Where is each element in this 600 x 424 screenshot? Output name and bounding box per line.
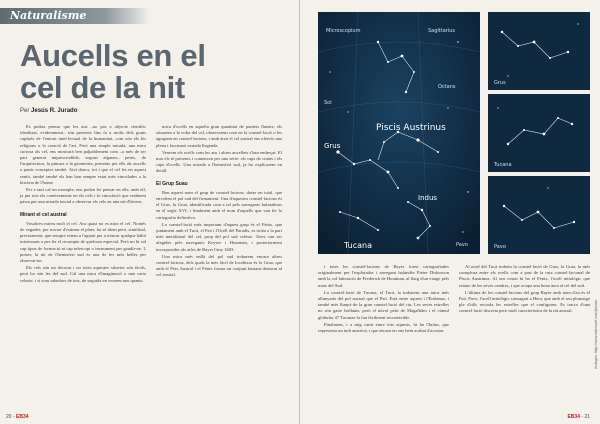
paragraph: Per a tant cal un exemple, ens poden fer pensar en ells, amb ell, ja per tots els coneixements en els cels i la vinculació que realment passa per una mirada inicial a observar els cels en una nit d'hivern.: [20, 187, 146, 205]
issue-code: EB34: [567, 414, 580, 420]
side-label-top: Grus: [494, 80, 506, 86]
right-column-2: [459, 264, 590, 410]
right-column-1: [318, 264, 449, 410]
page-number: 20: [6, 414, 12, 420]
paragraph: La constel·lació de Tucana, el Tucà, la trobarem una mica més allunyada del pol austral que el Paó. Està entre aquest i l'Eridanus, i també més llunyà de la gran constel·lació del riu. Les seves estrelles no són gaire brillants, però el núvol petit de Magalhães i el cúmul globular 47 Tucanae la fan fàcilment reconeixible.: [318, 289, 449, 320]
paragraph: Vosaltres mireu molt el cel. Ara quasi no es mira el cel. Només de vegades, per tractar d'estimar el plaer, ho sé diem però, similitud, precisament, que sempre estem a l'aguait per a trencar qualque hàbit interessant o per fer el recompte de quelcom especial. Però no hi cal cap tipus de formació ni cap telescopi o instrument per gaudir-ne. I, potser, la nit de l'hemisferi sud és una de les més belles per observar-ne.: [20, 220, 146, 264]
paragraph: Es podria pensar que les aus –no pas a objecte científic idealitzat, evidentment– són presents fins fa a molts dels grans capítols de l'entorn intel·lectual de la humanitat, com són els les religions o la creació de l'art. Però una simple mirada, una mica curiosa als cel, ens mostrarà ben palpablement com –a més de ser part generat imprescindible, segons algunes– petits, de l'arquitectura, la pintura o la geometria, presents per ells als aucells a partir conceptes també. Així doncs, tot i que el cel les en aquest sentit, també també els han han sempre estat més vinculades a la història de l'home.: [20, 124, 146, 185]
paragraph: Veurem els ocells com les aus i altres aucellets s'han endreçat. El mar els té presents i comencen per una sèrie: els caps de cranis i els caps d'ocells. Una mirada a l'hemisferi sud, ja ho explicarem en detall.: [156, 149, 282, 174]
star-chart-svg: [318, 12, 480, 254]
side-label-mid: Tucana: [494, 162, 512, 168]
chart-label-octans: Octans: [438, 84, 456, 90]
paragraph: mica d'ocells en aquella gran quantitat de puntets lluents; els situarem a la volta del cel, observarem com en la constel·lació o les agrupem en constel·lacions, i amb això el cel austral ens ofereix una plena i fascinant variada llegenda.: [156, 124, 282, 148]
star-chart-side: [488, 12, 590, 254]
chart-label-grus: Grus: [324, 142, 341, 150]
star-chart-main: [318, 12, 480, 254]
section-tag: [0, 8, 150, 24]
byline: [20, 108, 77, 114]
subheading: Mirant el cel austral: [20, 211, 67, 218]
paragraph: Finalment, i a mig camí entre tots aquests, hi ha l'Indus, que representa un indi americà, i que encara no ens hem acabat d'acostar.: [318, 321, 449, 334]
side-panel-mid: [488, 94, 590, 172]
chart-label-upper-b: Sagittarius: [428, 28, 456, 34]
paragraph: Al nord del Tucà trobem la constel·lació de Grus, la Grua, la més conspícua entre els ocells com a part de la ruta constel·lacional de Piscis Austrinus. Al seu costat hi ha el Fènix, l'ocell mitològic que renaix de les seves cendres, i que ocupa una bona àrea al cel del sud.: [459, 264, 590, 288]
page-number: 21: [584, 414, 590, 420]
side-panel-top: [488, 12, 590, 90]
side-panel-bottom: [488, 176, 590, 254]
right-columns: [318, 264, 590, 410]
left-footer: 20 - EB34: [6, 414, 29, 420]
chart-label-tucana: Tucana: [344, 241, 373, 250]
right-footer: EB34 - 21: [567, 414, 590, 420]
side-label-bottom: Pavo: [494, 244, 506, 250]
section-label: Naturalisme: [10, 9, 87, 22]
subheading: El Grup Suau: [156, 180, 188, 187]
paragraph: L'última de les constel·lacions del grup Bayer amb nom d'au és el Paó, Pavo, l'ocell mitològic consagrat a Hera, que amb el seu plomatge ple d'ulls recorda les estrelles que el configuren. Es tracta d'una constel·lació discreta però molt característica de la nit austral.: [459, 289, 590, 314]
byline-author: Jesús R. Jurado: [31, 108, 78, 114]
left-columns: [20, 124, 282, 410]
issue-code: EB34: [16, 414, 29, 420]
paragraph: Ben aquest nom el grup de constel·lacions, dotze en total, que envolten el pol sud del firmament. Una d'aquestes constel·lacions és el Grus, la Grua, identificada com a tal pels navegants holandesos en el segle XVI, i finalment amb el nom d'aquells que van fer la cartografia definitiva.: [156, 189, 282, 220]
paragraph: Els cels són un decorat i no totes aquestes siluetes són fàcils, però ho són les del sud. Cal una mica d'imaginació o una carta celeste, i si som sabedors de tots, de seguida en veurem uns quants.: [20, 265, 146, 283]
chart-label-sol: Sol: [324, 100, 332, 106]
chart-label-piscis: Piscis Austrinus: [376, 123, 446, 133]
chart-label-pavo: Pavo: [456, 242, 468, 248]
photo-credit: Imatges: http://www.astrosurf.com/jurado: [594, 300, 598, 369]
right-page: [300, 0, 600, 424]
paragraph: La constel·lació més important d'aquest grup és el Fènix, que juntament amb el Tucà, el Paó i l'Ocell del Paradís, es troba a la part més meridional del cel, prop del pol sud celeste. Totes van ser afegides pels navegants Keyser i Houtman, i posteriorment incorporades als atles de Bayer l'any 1603.: [156, 221, 282, 252]
headline-line-2: cel de la nit: [20, 70, 185, 105]
paragraph: i totes les constel·lacions de Bayer foren cartografiades originalment per l'explorador i navegant holandès Pieter Dirkszoon amb la col·laboració de Frederick de Houtman, al llarg d'un viatge pels mars del Sud.: [318, 264, 449, 288]
headline-line-1: Aucells en el: [20, 38, 206, 73]
byline-prefix: Per: [20, 108, 30, 114]
chart-label-upper-a: Microscopium: [326, 28, 361, 34]
left-column-1: [20, 124, 146, 410]
chart-label-indus: Indus: [418, 194, 438, 202]
paragraph: Una mica més enllà del pol sud trobarem encara altres constel·lacions, dels quals la més fàcil de localitzar és la Grua, que amb el Peix Austral i el Fènix forma un conjunt bastant destacat al cel austral.: [156, 253, 282, 278]
left-column-2: [156, 124, 282, 410]
headline: [20, 40, 260, 104]
